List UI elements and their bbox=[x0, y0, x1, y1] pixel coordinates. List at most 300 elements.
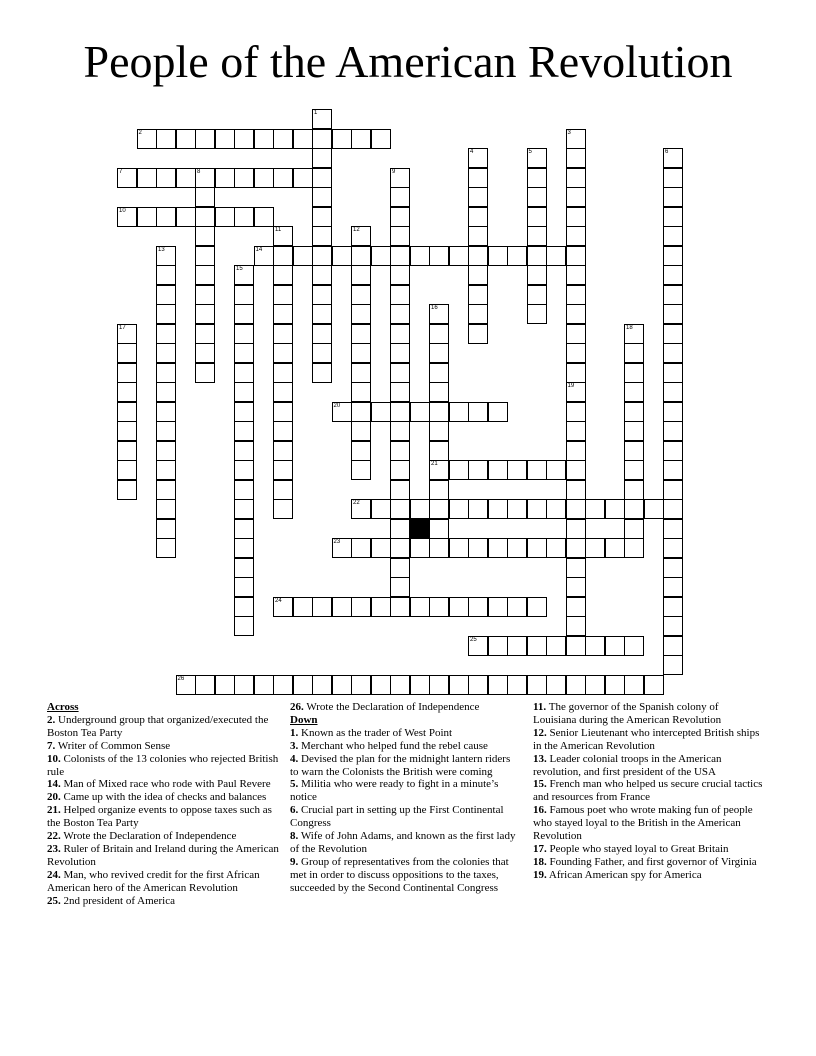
grid-cell[interactable] bbox=[195, 226, 215, 246]
grid-cell[interactable] bbox=[449, 499, 469, 519]
grid-cell[interactable] bbox=[527, 168, 547, 188]
grid-cell[interactable] bbox=[507, 597, 527, 617]
grid-cell[interactable] bbox=[117, 168, 137, 188]
grid-cell[interactable] bbox=[663, 460, 683, 480]
grid-cell[interactable] bbox=[156, 519, 176, 539]
grid-cell[interactable] bbox=[566, 460, 586, 480]
grid-cell[interactable] bbox=[624, 675, 644, 695]
grid-cell[interactable] bbox=[468, 148, 488, 168]
grid-cell[interactable] bbox=[488, 402, 508, 422]
grid-cell[interactable] bbox=[312, 363, 332, 383]
grid-cell[interactable] bbox=[429, 304, 449, 324]
grid-cell[interactable] bbox=[390, 168, 410, 188]
grid-cell[interactable] bbox=[273, 441, 293, 461]
grid-cell[interactable] bbox=[468, 285, 488, 305]
grid-cell[interactable] bbox=[663, 382, 683, 402]
grid-cell[interactable] bbox=[585, 675, 605, 695]
grid-cell[interactable] bbox=[390, 402, 410, 422]
grid-cell[interactable] bbox=[663, 558, 683, 578]
grid-cell[interactable] bbox=[351, 538, 371, 558]
grid-cell[interactable] bbox=[663, 246, 683, 266]
grid-cell[interactable] bbox=[234, 577, 254, 597]
grid-cell[interactable] bbox=[527, 675, 547, 695]
grid-cell[interactable] bbox=[234, 538, 254, 558]
grid-cell[interactable] bbox=[566, 363, 586, 383]
grid-cell[interactable] bbox=[273, 246, 293, 266]
grid-cell[interactable] bbox=[585, 499, 605, 519]
grid-cell[interactable] bbox=[234, 519, 254, 539]
grid-cell[interactable] bbox=[195, 187, 215, 207]
grid-cell[interactable] bbox=[215, 168, 235, 188]
grid-cell[interactable] bbox=[215, 129, 235, 149]
grid-cell[interactable] bbox=[195, 324, 215, 344]
grid-cell[interactable] bbox=[663, 285, 683, 305]
grid-cell[interactable] bbox=[410, 246, 430, 266]
grid-cell[interactable] bbox=[234, 304, 254, 324]
grid-cell[interactable] bbox=[312, 343, 332, 363]
grid-cell[interactable] bbox=[468, 402, 488, 422]
grid-cell[interactable] bbox=[273, 480, 293, 500]
grid-cell[interactable] bbox=[156, 207, 176, 227]
grid-cell[interactable] bbox=[234, 597, 254, 617]
grid-cell[interactable] bbox=[312, 148, 332, 168]
grid-cell[interactable] bbox=[566, 187, 586, 207]
grid-cell[interactable] bbox=[663, 324, 683, 344]
grid-cell[interactable] bbox=[156, 382, 176, 402]
grid-cell[interactable] bbox=[312, 207, 332, 227]
grid-cell[interactable] bbox=[273, 382, 293, 402]
grid-cell[interactable] bbox=[254, 129, 274, 149]
grid-cell[interactable] bbox=[527, 187, 547, 207]
grid-cell[interactable] bbox=[371, 402, 391, 422]
grid-cell[interactable] bbox=[195, 285, 215, 305]
grid-cell[interactable] bbox=[234, 207, 254, 227]
grid-cell[interactable] bbox=[215, 207, 235, 227]
grid-cell[interactable] bbox=[390, 577, 410, 597]
grid-cell[interactable] bbox=[624, 499, 644, 519]
grid-cell[interactable] bbox=[234, 480, 254, 500]
grid-cell[interactable] bbox=[644, 675, 664, 695]
grid-cell[interactable] bbox=[507, 246, 527, 266]
grid-cell[interactable] bbox=[507, 675, 527, 695]
grid-cell[interactable] bbox=[195, 304, 215, 324]
grid-cell[interactable] bbox=[117, 324, 137, 344]
grid-cell[interactable] bbox=[566, 246, 586, 266]
grid-cell[interactable] bbox=[663, 519, 683, 539]
grid-cell[interactable] bbox=[234, 421, 254, 441]
grid-cell[interactable] bbox=[468, 460, 488, 480]
grid-cell[interactable] bbox=[429, 382, 449, 402]
grid-cell[interactable] bbox=[332, 129, 352, 149]
grid-cell[interactable] bbox=[624, 519, 644, 539]
grid-cell[interactable] bbox=[429, 421, 449, 441]
grid-cell[interactable] bbox=[429, 675, 449, 695]
grid-cell[interactable] bbox=[156, 343, 176, 363]
grid-cell[interactable] bbox=[566, 597, 586, 617]
grid-cell[interactable] bbox=[156, 168, 176, 188]
grid-cell[interactable] bbox=[566, 382, 586, 402]
grid-cell[interactable] bbox=[566, 616, 586, 636]
grid-cell[interactable] bbox=[371, 538, 391, 558]
grid-cell[interactable] bbox=[527, 597, 547, 617]
grid-cell[interactable] bbox=[312, 129, 332, 149]
grid-cell[interactable] bbox=[234, 382, 254, 402]
grid-cell[interactable] bbox=[468, 636, 488, 656]
grid-cell[interactable] bbox=[624, 421, 644, 441]
grid-cell[interactable] bbox=[429, 246, 449, 266]
grid-cell[interactable] bbox=[390, 460, 410, 480]
grid-cell[interactable] bbox=[507, 499, 527, 519]
grid-cell[interactable] bbox=[390, 304, 410, 324]
grid-cell[interactable] bbox=[429, 402, 449, 422]
grid-cell[interactable] bbox=[390, 382, 410, 402]
grid-cell[interactable] bbox=[312, 324, 332, 344]
grid-cell[interactable] bbox=[488, 499, 508, 519]
grid-cell[interactable] bbox=[468, 538, 488, 558]
grid-cell[interactable] bbox=[566, 402, 586, 422]
grid-cell[interactable] bbox=[663, 187, 683, 207]
grid-cell[interactable] bbox=[488, 597, 508, 617]
grid-cell[interactable] bbox=[312, 675, 332, 695]
grid-cell[interactable] bbox=[429, 480, 449, 500]
grid-cell[interactable] bbox=[117, 363, 137, 383]
grid-cell[interactable] bbox=[663, 655, 683, 675]
grid-cell[interactable] bbox=[273, 324, 293, 344]
grid-cell[interactable] bbox=[312, 109, 332, 129]
grid-cell[interactable] bbox=[390, 597, 410, 617]
grid-cell[interactable] bbox=[156, 460, 176, 480]
grid-cell[interactable] bbox=[390, 246, 410, 266]
grid-cell[interactable] bbox=[449, 402, 469, 422]
grid-cell[interactable] bbox=[351, 382, 371, 402]
grid-cell[interactable] bbox=[468, 265, 488, 285]
grid-cell[interactable] bbox=[312, 304, 332, 324]
grid-cell[interactable] bbox=[624, 324, 644, 344]
grid-cell[interactable] bbox=[663, 207, 683, 227]
grid-cell[interactable] bbox=[605, 636, 625, 656]
grid-cell[interactable] bbox=[156, 421, 176, 441]
grid-cell[interactable] bbox=[488, 636, 508, 656]
grid-cell[interactable] bbox=[624, 538, 644, 558]
grid-cell[interactable] bbox=[566, 421, 586, 441]
grid-cell[interactable] bbox=[468, 246, 488, 266]
grid-cell[interactable] bbox=[273, 363, 293, 383]
grid-cell[interactable] bbox=[624, 480, 644, 500]
grid-cell[interactable] bbox=[663, 363, 683, 383]
grid-cell[interactable] bbox=[273, 343, 293, 363]
grid-cell[interactable] bbox=[254, 207, 274, 227]
grid-cell[interactable] bbox=[663, 480, 683, 500]
grid-cell[interactable] bbox=[293, 597, 313, 617]
grid-cell[interactable] bbox=[527, 207, 547, 227]
grid-cell[interactable] bbox=[585, 636, 605, 656]
grid-cell[interactable] bbox=[293, 675, 313, 695]
grid-cell[interactable] bbox=[468, 499, 488, 519]
grid-cell[interactable] bbox=[371, 129, 391, 149]
grid-cell[interactable] bbox=[663, 265, 683, 285]
grid-cell[interactable] bbox=[371, 675, 391, 695]
grid-cell[interactable] bbox=[195, 265, 215, 285]
grid-cell[interactable] bbox=[663, 616, 683, 636]
grid-cell[interactable] bbox=[566, 519, 586, 539]
grid-cell[interactable] bbox=[624, 441, 644, 461]
grid-cell[interactable] bbox=[234, 558, 254, 578]
grid-cell[interactable] bbox=[390, 207, 410, 227]
grid-cell[interactable] bbox=[488, 460, 508, 480]
grid-cell[interactable] bbox=[273, 265, 293, 285]
grid-cell[interactable] bbox=[468, 226, 488, 246]
grid-cell[interactable] bbox=[644, 499, 664, 519]
grid-cell[interactable] bbox=[546, 460, 566, 480]
grid-cell[interactable] bbox=[507, 460, 527, 480]
grid-cell[interactable] bbox=[273, 129, 293, 149]
grid-cell[interactable] bbox=[546, 246, 566, 266]
grid-cell[interactable] bbox=[410, 499, 430, 519]
grid-cell[interactable] bbox=[312, 246, 332, 266]
grid-cell[interactable] bbox=[273, 226, 293, 246]
grid-cell[interactable] bbox=[527, 246, 547, 266]
grid-cell[interactable] bbox=[546, 499, 566, 519]
grid-cell[interactable] bbox=[234, 499, 254, 519]
grid-cell[interactable] bbox=[176, 207, 196, 227]
grid-cell[interactable] bbox=[468, 304, 488, 324]
grid-cell[interactable] bbox=[156, 441, 176, 461]
grid-cell[interactable] bbox=[429, 597, 449, 617]
grid-cell[interactable] bbox=[663, 168, 683, 188]
grid-cell[interactable] bbox=[566, 441, 586, 461]
grid-cell[interactable] bbox=[663, 499, 683, 519]
grid-cell[interactable] bbox=[234, 343, 254, 363]
grid-cell[interactable] bbox=[156, 480, 176, 500]
grid-cell[interactable] bbox=[195, 207, 215, 227]
grid-cell[interactable] bbox=[351, 460, 371, 480]
grid-cell[interactable] bbox=[429, 363, 449, 383]
grid-cell[interactable] bbox=[234, 675, 254, 695]
grid-cell[interactable] bbox=[624, 636, 644, 656]
grid-cell[interactable] bbox=[468, 207, 488, 227]
grid-cell[interactable] bbox=[527, 636, 547, 656]
grid-cell[interactable] bbox=[176, 129, 196, 149]
grid-cell[interactable] bbox=[566, 636, 586, 656]
grid-cell[interactable] bbox=[429, 441, 449, 461]
grid-cell[interactable] bbox=[410, 402, 430, 422]
grid-cell[interactable] bbox=[663, 441, 683, 461]
grid-cell[interactable] bbox=[137, 207, 157, 227]
grid-cell[interactable] bbox=[351, 597, 371, 617]
grid-cell[interactable] bbox=[468, 597, 488, 617]
grid-cell[interactable] bbox=[566, 675, 586, 695]
grid-cell[interactable] bbox=[117, 402, 137, 422]
grid-cell[interactable] bbox=[137, 168, 157, 188]
grid-cell[interactable] bbox=[312, 285, 332, 305]
grid-cell[interactable] bbox=[351, 285, 371, 305]
grid-cell[interactable] bbox=[351, 421, 371, 441]
grid-cell[interactable] bbox=[546, 675, 566, 695]
grid-cell[interactable] bbox=[273, 402, 293, 422]
grid-cell[interactable] bbox=[351, 675, 371, 695]
grid-cell[interactable] bbox=[234, 168, 254, 188]
grid-cell[interactable] bbox=[429, 538, 449, 558]
grid-cell[interactable] bbox=[293, 168, 313, 188]
grid-cell[interactable] bbox=[390, 285, 410, 305]
grid-cell[interactable] bbox=[371, 499, 391, 519]
grid-cell[interactable] bbox=[273, 460, 293, 480]
grid-cell[interactable] bbox=[273, 675, 293, 695]
grid-cell[interactable] bbox=[566, 226, 586, 246]
grid-cell[interactable] bbox=[117, 441, 137, 461]
grid-cell[interactable] bbox=[390, 421, 410, 441]
grid-cell[interactable] bbox=[507, 538, 527, 558]
grid-cell[interactable] bbox=[663, 304, 683, 324]
grid-cell[interactable] bbox=[527, 265, 547, 285]
grid-cell[interactable] bbox=[195, 168, 215, 188]
grid-cell[interactable] bbox=[156, 402, 176, 422]
grid-cell[interactable] bbox=[390, 675, 410, 695]
grid-cell[interactable] bbox=[195, 343, 215, 363]
grid-cell[interactable] bbox=[663, 636, 683, 656]
grid-cell[interactable] bbox=[527, 304, 547, 324]
grid-cell[interactable] bbox=[351, 499, 371, 519]
grid-cell[interactable] bbox=[624, 460, 644, 480]
grid-cell[interactable] bbox=[195, 129, 215, 149]
grid-cell[interactable] bbox=[585, 538, 605, 558]
grid-cell[interactable] bbox=[234, 616, 254, 636]
grid-cell[interactable] bbox=[566, 265, 586, 285]
grid-cell[interactable] bbox=[546, 636, 566, 656]
grid-cell[interactable] bbox=[663, 402, 683, 422]
grid-cell[interactable] bbox=[566, 304, 586, 324]
grid-cell[interactable] bbox=[566, 343, 586, 363]
grid-cell[interactable] bbox=[312, 168, 332, 188]
grid-cell[interactable] bbox=[234, 285, 254, 305]
grid-cell[interactable] bbox=[527, 499, 547, 519]
grid-cell[interactable] bbox=[468, 187, 488, 207]
grid-cell[interactable] bbox=[449, 460, 469, 480]
grid-cell[interactable] bbox=[605, 675, 625, 695]
grid-cell[interactable] bbox=[351, 441, 371, 461]
grid-cell[interactable] bbox=[390, 226, 410, 246]
grid-cell[interactable] bbox=[312, 187, 332, 207]
grid-cell[interactable] bbox=[663, 148, 683, 168]
grid-cell[interactable] bbox=[663, 421, 683, 441]
grid-cell[interactable] bbox=[566, 577, 586, 597]
grid-cell[interactable] bbox=[449, 597, 469, 617]
grid-cell[interactable] bbox=[312, 597, 332, 617]
grid-cell[interactable] bbox=[234, 129, 254, 149]
grid-cell[interactable] bbox=[117, 382, 137, 402]
grid-cell[interactable] bbox=[390, 324, 410, 344]
grid-cell[interactable] bbox=[605, 499, 625, 519]
grid-cell[interactable] bbox=[312, 226, 332, 246]
grid-cell[interactable] bbox=[254, 246, 274, 266]
grid-cell[interactable] bbox=[468, 168, 488, 188]
grid-cell[interactable] bbox=[117, 207, 137, 227]
grid-cell[interactable] bbox=[527, 538, 547, 558]
grid-cell[interactable] bbox=[312, 265, 332, 285]
grid-cell[interactable] bbox=[566, 129, 586, 149]
grid-cell[interactable] bbox=[566, 538, 586, 558]
grid-cell[interactable] bbox=[410, 538, 430, 558]
grid-cell[interactable] bbox=[156, 304, 176, 324]
grid-cell[interactable] bbox=[566, 285, 586, 305]
grid-cell[interactable] bbox=[410, 597, 430, 617]
grid-cell[interactable] bbox=[156, 285, 176, 305]
grid-cell[interactable] bbox=[624, 402, 644, 422]
grid-cell[interactable] bbox=[351, 304, 371, 324]
grid-cell[interactable] bbox=[488, 246, 508, 266]
grid-cell[interactable] bbox=[663, 226, 683, 246]
grid-cell[interactable] bbox=[429, 343, 449, 363]
grid-cell[interactable] bbox=[332, 597, 352, 617]
grid-cell[interactable] bbox=[566, 480, 586, 500]
grid-cell[interactable] bbox=[351, 363, 371, 383]
grid-cell[interactable] bbox=[351, 402, 371, 422]
grid-cell[interactable] bbox=[390, 480, 410, 500]
grid-cell[interactable] bbox=[156, 265, 176, 285]
grid-cell[interactable] bbox=[234, 441, 254, 461]
grid-cell[interactable] bbox=[254, 675, 274, 695]
grid-cell[interactable] bbox=[507, 636, 527, 656]
grid-cell[interactable] bbox=[273, 285, 293, 305]
grid-cell[interactable] bbox=[624, 363, 644, 383]
grid-cell[interactable] bbox=[527, 460, 547, 480]
grid-cell[interactable] bbox=[390, 538, 410, 558]
grid-cell[interactable] bbox=[488, 675, 508, 695]
grid-cell[interactable] bbox=[332, 675, 352, 695]
grid-cell[interactable] bbox=[293, 129, 313, 149]
grid-cell[interactable] bbox=[371, 597, 391, 617]
grid-cell[interactable] bbox=[176, 168, 196, 188]
grid-cell[interactable] bbox=[390, 363, 410, 383]
grid-cell[interactable] bbox=[527, 226, 547, 246]
grid-cell[interactable] bbox=[566, 558, 586, 578]
grid-cell[interactable] bbox=[390, 558, 410, 578]
grid-cell[interactable] bbox=[351, 129, 371, 149]
grid-cell[interactable] bbox=[624, 343, 644, 363]
grid-cell[interactable] bbox=[410, 675, 430, 695]
grid-cell[interactable] bbox=[176, 675, 196, 695]
grid-cell[interactable] bbox=[449, 246, 469, 266]
grid-cell[interactable] bbox=[605, 538, 625, 558]
grid-cell[interactable] bbox=[390, 265, 410, 285]
grid-cell[interactable] bbox=[117, 460, 137, 480]
grid-cell[interactable] bbox=[566, 324, 586, 344]
grid-cell[interactable] bbox=[371, 246, 391, 266]
grid-cell[interactable] bbox=[390, 187, 410, 207]
grid-cell[interactable] bbox=[195, 675, 215, 695]
grid-cell[interactable] bbox=[566, 148, 586, 168]
grid-cell[interactable] bbox=[390, 343, 410, 363]
grid-cell[interactable] bbox=[156, 538, 176, 558]
grid-cell[interactable] bbox=[156, 324, 176, 344]
grid-cell[interactable] bbox=[117, 343, 137, 363]
grid-cell[interactable] bbox=[390, 441, 410, 461]
grid-cell[interactable] bbox=[156, 246, 176, 266]
grid-cell[interactable] bbox=[429, 499, 449, 519]
grid-cell[interactable] bbox=[527, 285, 547, 305]
grid-cell[interactable] bbox=[273, 597, 293, 617]
grid-cell[interactable] bbox=[449, 538, 469, 558]
grid-cell[interactable] bbox=[195, 363, 215, 383]
grid-cell[interactable] bbox=[117, 480, 137, 500]
grid-cell[interactable] bbox=[351, 246, 371, 266]
grid-cell[interactable] bbox=[663, 577, 683, 597]
grid-cell[interactable] bbox=[351, 265, 371, 285]
grid-cell[interactable] bbox=[332, 246, 352, 266]
grid-cell[interactable] bbox=[273, 499, 293, 519]
grid-cell[interactable] bbox=[624, 382, 644, 402]
grid-cell[interactable] bbox=[234, 460, 254, 480]
